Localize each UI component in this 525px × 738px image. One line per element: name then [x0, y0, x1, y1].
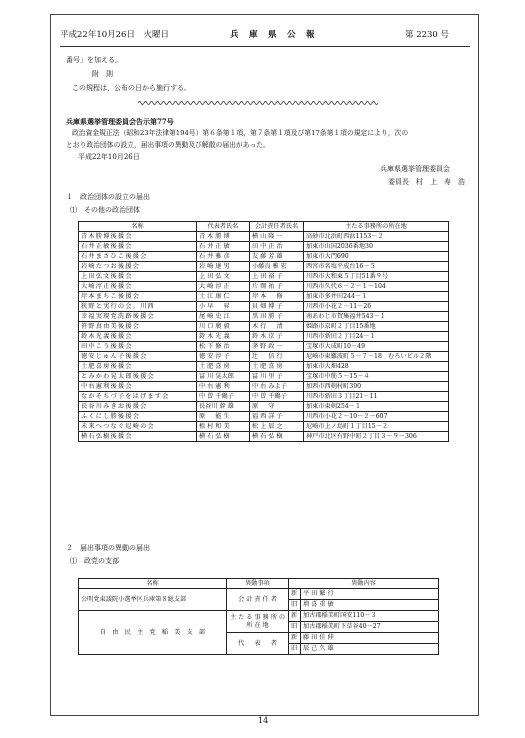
intro-line2: 附 則	[92, 70, 113, 78]
col-change-item: 異動事項	[227, 579, 289, 589]
cell-accountant: 黒 田 勝 子	[250, 312, 304, 322]
intro-line1: 番号」を加える。	[66, 56, 122, 64]
page-number: 14	[258, 716, 269, 725]
cell-name: 未来へつなぐ尼崎の会	[79, 422, 197, 432]
table-row	[79, 242, 449, 252]
table-row	[79, 342, 449, 352]
header-title: 兵 庫 県 公 報	[230, 30, 316, 40]
cell-accountant: 冨 川 里 子	[250, 372, 304, 382]
col-rep: 代表者氏名	[197, 222, 250, 232]
cell-name: 岸本まちこ後援会	[79, 292, 197, 302]
cell-address: 川西市大和東５丁目51番９号	[304, 272, 449, 282]
section1-sub: ⑴ その他の政治団体	[70, 206, 140, 214]
col-change-content: 異動内容	[289, 579, 439, 589]
section2-heading: ２ 届出事項の異動の届出	[66, 544, 150, 552]
cell-accountant: 中 曽 千鶴子	[250, 392, 304, 402]
table-row	[79, 232, 449, 242]
cell-address: 加東市大畑428	[304, 362, 449, 372]
cell-address: 加西市西剣村町390	[304, 382, 449, 392]
cell-name: 狭野と実行の会。川西	[79, 302, 197, 312]
cell-rep: 尾 崎 史 江	[197, 312, 250, 322]
table-row	[79, 402, 449, 412]
cell-rep: 青 木 勝 博	[197, 232, 250, 242]
cell-accountant: 小藤良 雅 宏	[250, 262, 304, 272]
cell-address: 加東市大門690	[304, 252, 449, 262]
cell-rep: 土 肥 喜 房	[197, 362, 250, 372]
cell-name: 岩崎たつお後援会	[79, 262, 197, 272]
cell-name: ふくにし勝後援会	[79, 412, 197, 422]
cell-name: 土肥喜房後援会	[79, 362, 197, 372]
cell-accountant: 福 西 詳 子	[250, 412, 304, 422]
old-mark: 旧	[289, 622, 301, 633]
table-row	[79, 412, 449, 422]
cell-name: 青木勝博後援会	[79, 232, 197, 242]
cell-address: 尼崎市東難波町５－７－18 むろいビル２階	[304, 352, 449, 362]
cell-accountant: 友 藤 芳 雄	[250, 252, 304, 262]
cell-rep: 松 下 修 治	[197, 342, 250, 352]
table-row	[79, 432, 449, 442]
cell-rep: 土 江 康 仁	[197, 292, 250, 302]
cell-accountant: 上 田 裕 子	[250, 272, 304, 282]
table-header-row	[79, 222, 449, 232]
notice-date: 平成22年10月26日	[78, 153, 140, 161]
cell-address: 川西市小花２－11－26	[304, 302, 449, 312]
cell-rep: 横 石 弘 樹	[197, 432, 250, 442]
cell-accountant: 鈴 木 京 子	[250, 332, 304, 342]
table-row	[79, 352, 449, 362]
col-accountant: 会計責任者氏名	[250, 222, 304, 232]
old-value: 辰 己 久 雄	[301, 644, 439, 655]
old-mark: 旧	[289, 600, 301, 611]
cell-rep: 植 村 和 美	[197, 422, 250, 432]
cell-accountant: 中 右 みよ子	[250, 382, 304, 392]
cell-name: とみかわ晃太郎後援会	[79, 372, 197, 382]
cell-accountant: 木 行 清	[250, 322, 304, 332]
cell-name: 鈴木光義後援会	[79, 332, 197, 342]
table-row	[79, 382, 449, 392]
col-address: 主たる事務所の所在地	[304, 222, 449, 232]
cell-accountant: 片 岡 祐 子	[250, 282, 304, 292]
cell-accountant: 茅 野 政 一	[250, 342, 304, 352]
notice-org: 兵庫県選挙管理委員会	[380, 165, 450, 173]
cell-accountant: 横 山 隆 一	[250, 232, 304, 242]
cell-address: 加東市東剣254－１	[304, 402, 449, 412]
cell-rep: 大 崎 淳 正	[197, 282, 250, 292]
cell-accountant: 岸 本 修	[250, 292, 304, 302]
cell-address: 高砂市北浜町西浜1153－２	[304, 232, 449, 242]
table-row	[79, 272, 449, 282]
col-name: 名称	[79, 579, 227, 589]
section1-heading: １ 政治団体の設立の届出	[66, 193, 150, 201]
cell-name: 石井正敏後援会	[79, 242, 197, 252]
table-row	[79, 332, 449, 342]
cell-rep: 川 口 廣 毅	[197, 322, 250, 332]
cell-address: 神戸市北区有野中町２丁目３－９－306	[304, 432, 449, 442]
cell-rep: 冨 川 晃太郎	[197, 372, 250, 382]
wave-divider	[138, 100, 378, 106]
cell-accountant: 辻 信 行	[250, 352, 304, 362]
new-mark: 新	[289, 611, 301, 622]
table-row	[79, 322, 449, 332]
old-value: 加古郡稲美町下草谷40－27	[301, 622, 439, 633]
cell-accountant: 横 石 弘 樹	[250, 432, 304, 442]
cell-accountant: 原 守	[250, 402, 304, 412]
notice-chair: 委員長 村 上 寿 浩	[388, 178, 465, 186]
table-row	[79, 422, 449, 432]
cell-accountant: 松 上 辰 之	[250, 422, 304, 432]
cell-name: 大崎淳正後援会	[79, 282, 197, 292]
notice-body1: 政治資金規正法（昭和23年法律第194号）第６条第１項，第７条第１項及び第17条第１項の規定により，次の	[72, 129, 409, 137]
cell-address: 宝塚市中筋５－15－４	[304, 372, 449, 382]
old-value: 増 喜 重 敏	[301, 600, 439, 611]
cell-accountant: 田 中 正 治	[250, 242, 304, 252]
cell-rep: 石 井 雅 彦	[197, 252, 250, 262]
table-header-row	[79, 579, 439, 589]
header-issue: 第 2230 号	[405, 30, 450, 40]
change-item-cell: 会 計 責 任 者	[227, 589, 289, 611]
cell-name: なかそちづ子をはげます会	[79, 392, 197, 402]
header-divider	[60, 46, 470, 47]
cell-address: 南あわじ市賀集福井543－１	[304, 312, 449, 322]
cell-rep: 中 曽 千鶴子	[197, 392, 250, 402]
cell-accountant: 貝 畑 博 子	[250, 302, 304, 312]
new-value: 平 田 繁 行	[301, 589, 439, 600]
cell-address: 宝塚市大成町10－49	[304, 342, 449, 352]
new-value: 藤 田 佳 伸	[301, 633, 439, 644]
table-row	[79, 282, 449, 292]
page-header	[60, 28, 470, 42]
cell-name: 横石弘樹後援会	[79, 432, 197, 442]
cell-rep: 小 早 昇	[197, 302, 250, 312]
table-row	[79, 262, 449, 272]
new-value: 加古郡稲美町国安110－３	[301, 611, 439, 622]
cell-name: 長谷川みきお後援会	[79, 402, 197, 412]
cell-address: 加東市多井田244－１	[304, 292, 449, 302]
cell-address: 川西市新田２丁目24－１	[304, 332, 449, 342]
notice-body2: とおり政治団体の設立，届出事項の異動及び解散の届出があった。	[66, 141, 270, 149]
org-name-cell: 自 由 民 主 党 稲 美 支 部	[79, 611, 227, 655]
table-row	[79, 392, 449, 402]
table-row	[79, 589, 439, 600]
change-item-cell: 主 た る 事 務 所 の 所 在 地	[227, 611, 289, 633]
cell-name: 徳安じゅん子後援会	[79, 352, 197, 362]
cell-rep: 鈴 木 光 義	[197, 332, 250, 342]
table-row	[79, 252, 449, 262]
cell-name: 笹野真由美後援会	[79, 322, 197, 332]
cell-address: 川西市小花２－10－２－607	[304, 412, 449, 422]
new-mark: 新	[289, 589, 301, 600]
cell-rep: 徳 安 淳 子	[197, 352, 250, 362]
cell-name: 幸福実現党洗路後援会	[79, 312, 197, 322]
cell-address: 尼崎市上ノ島町１丁目15－２	[304, 422, 449, 432]
section2-sub: ⑴ 政党の支部	[70, 557, 119, 565]
cell-address: 加東市山国2036番地30	[304, 242, 449, 252]
table-row	[79, 372, 449, 382]
table-row	[79, 611, 439, 622]
notice-title: 兵庫県選挙管理委員会告示第77号	[66, 117, 174, 126]
cell-name: 中右憲利後援会	[79, 382, 197, 392]
table-row	[79, 362, 449, 372]
cell-rep: 長谷川 幹 雄	[197, 402, 250, 412]
change-notice-table	[78, 578, 439, 655]
cell-name: 石井まさひこ後援会	[79, 252, 197, 262]
cell-address: 川西市新田３丁目21－11	[304, 392, 449, 402]
old-mark: 旧	[289, 644, 301, 655]
table-row	[79, 312, 449, 322]
cell-accountant: 土 肥 喜 房	[250, 362, 304, 372]
change-item-cell: 代 表 者	[227, 633, 289, 655]
cell-address: 川西市久代６－２－１－104	[304, 282, 449, 292]
cell-name: 上田弘文後援会	[79, 272, 197, 282]
new-mark: 新	[289, 633, 301, 644]
cell-rep: 中 右 憲 利	[197, 382, 250, 392]
cell-rep: 上 田 弘 文	[197, 272, 250, 282]
org-name-cell: 公明党東議院小選挙区兵庫第８総支部	[79, 589, 227, 611]
cell-name: 田中こう後援会	[79, 342, 197, 352]
cell-rep: 原 能 生	[197, 412, 250, 422]
table-row	[79, 292, 449, 302]
cell-address: 姫路市京町２丁目15番地	[304, 322, 449, 332]
cell-rep: 岩 崎 達 男	[197, 262, 250, 272]
cell-address: 西宮市名塩平成台16－５	[304, 262, 449, 272]
cell-rep: 石 井 正 敏	[197, 242, 250, 252]
col-name: 名称	[79, 222, 197, 232]
org-establishment-table	[78, 221, 449, 442]
header-date: 平成22年10月26日 火曜日	[60, 30, 169, 40]
intro-line3: この規程は，公布の日から施行する。	[72, 84, 191, 92]
table-row	[79, 302, 449, 312]
